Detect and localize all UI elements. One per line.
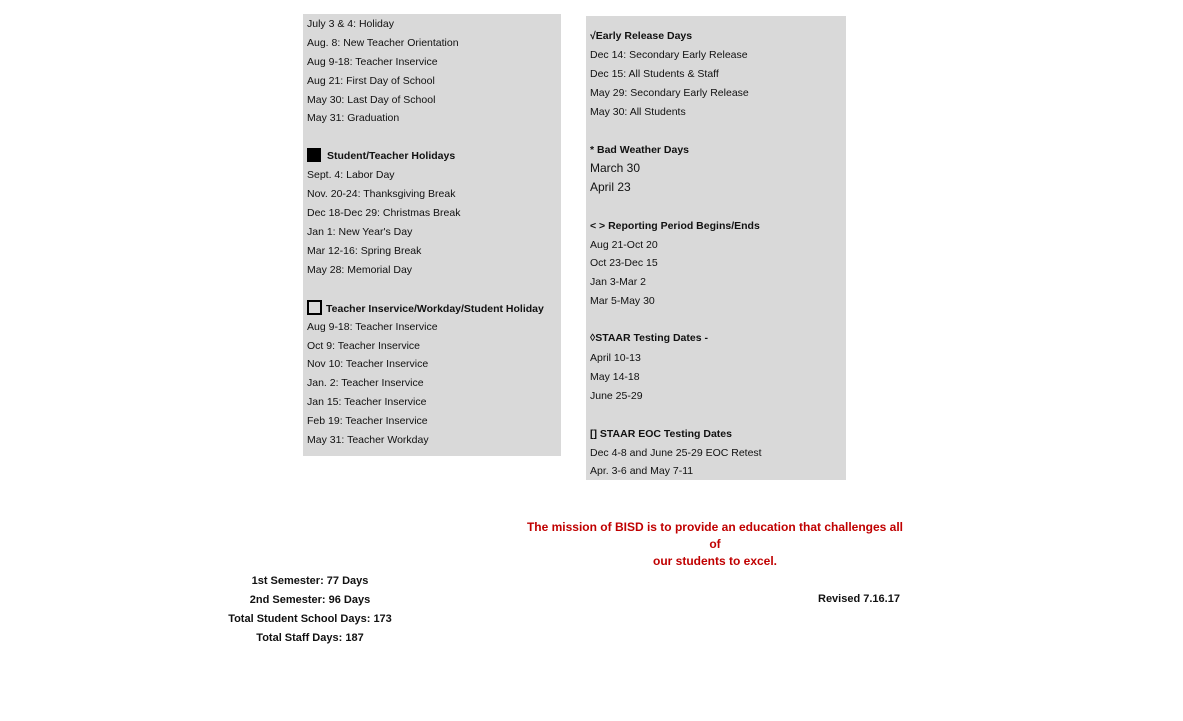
early-release-header: √Early Release Days (590, 30, 693, 42)
list-item: Aug 21: First Day of School (307, 75, 435, 87)
list-item: Apr. 3-6 and May 7-11 (590, 465, 694, 477)
mission-line-2: our students to excel. (652, 554, 778, 568)
list-item: Dec 4-8 and June 25-29 EOC Retest (590, 447, 762, 459)
list-item: Jan. 2: Teacher Inservice (307, 377, 424, 389)
list-item: Nov 10: Teacher Inservice (307, 358, 429, 370)
list-item: Jan 3-Mar 2 (590, 276, 647, 288)
list-item: Aug. 8: New Teacher Orientation (307, 37, 459, 49)
holidays-header-label: Student/Teacher Holidays (327, 150, 456, 162)
list-item: May 30: All Students (590, 106, 686, 118)
mission-statement (520, 519, 910, 570)
semester2-days: 2nd Semester: 96 Days (249, 594, 371, 606)
reporting-period-header: < > Reporting Period Begins/Ends (590, 220, 760, 232)
list-item: May 28: Memorial Day (307, 264, 413, 276)
list-item: May 31: Graduation (307, 112, 400, 124)
list-item: Dec 18-Dec 29: Christmas Break (307, 207, 461, 219)
list-item: Aug 21-Oct 20 (590, 239, 658, 251)
list-item: Aug 9-18: Teacher Inservice (307, 56, 438, 68)
right-calendar-panel (586, 16, 846, 480)
list-item: March 30 (590, 161, 641, 175)
list-item: Dec 15: All Students & Staff (590, 68, 719, 80)
list-item: Sept. 4: Labor Day (307, 169, 395, 181)
list-item: May 31: Teacher Workday (307, 434, 429, 446)
holidays-section-header (307, 148, 455, 163)
revised-date: Revised 7.16.17 (818, 593, 900, 605)
list-item: June 25-29 (590, 390, 643, 402)
inservice-header-label: Teacher Inservice/Workday/Student Holiday (326, 303, 544, 315)
left-calendar-panel (303, 14, 561, 456)
list-item: April 10-13 (590, 352, 641, 364)
list-item: Jan 1: New Year's Day (307, 226, 413, 238)
list-item: Mar 5-May 30 (590, 295, 655, 307)
staar-header: ◊STAAR Testing Dates - (590, 332, 708, 344)
list-item: Nov. 20-24: Thanksgiving Break (307, 188, 456, 200)
inservice-section-header (307, 300, 544, 316)
list-item: Oct 23-Dec 15 (590, 257, 658, 269)
list-item: May 14-18 (590, 371, 640, 383)
list-item: Dec 14: Secondary Early Release (590, 49, 748, 61)
list-item: Aug 9-18: Teacher Inservice (307, 321, 438, 333)
semester1-days: 1st Semester: 77 Days (251, 575, 369, 587)
eoc-header: [] STAAR EOC Testing Dates (590, 428, 732, 440)
list-item: Mar 12-16: Spring Break (307, 245, 422, 257)
list-item: May 29: Secondary Early Release (590, 87, 749, 99)
list-item: Feb 19: Teacher Inservice (307, 415, 428, 427)
list-item: July 3 & 4: Holiday (307, 18, 394, 30)
list-item: April 23 (590, 180, 631, 194)
list-item: May 30: Last Day of School (307, 94, 436, 106)
empty-square-icon (307, 300, 322, 315)
list-item: Oct 9: Teacher Inservice (307, 340, 421, 352)
filled-square-icon (307, 148, 321, 162)
total-staff-days: Total Staff Days: 187 (256, 632, 364, 644)
total-student-days: Total Student School Days: 173 (228, 613, 392, 625)
list-item: Jan 15: Teacher Inservice (307, 396, 427, 408)
bad-weather-header: * Bad Weather Days (590, 144, 690, 156)
mission-line-1: The mission of BISD is to provide an education that challenges all of (526, 520, 904, 551)
